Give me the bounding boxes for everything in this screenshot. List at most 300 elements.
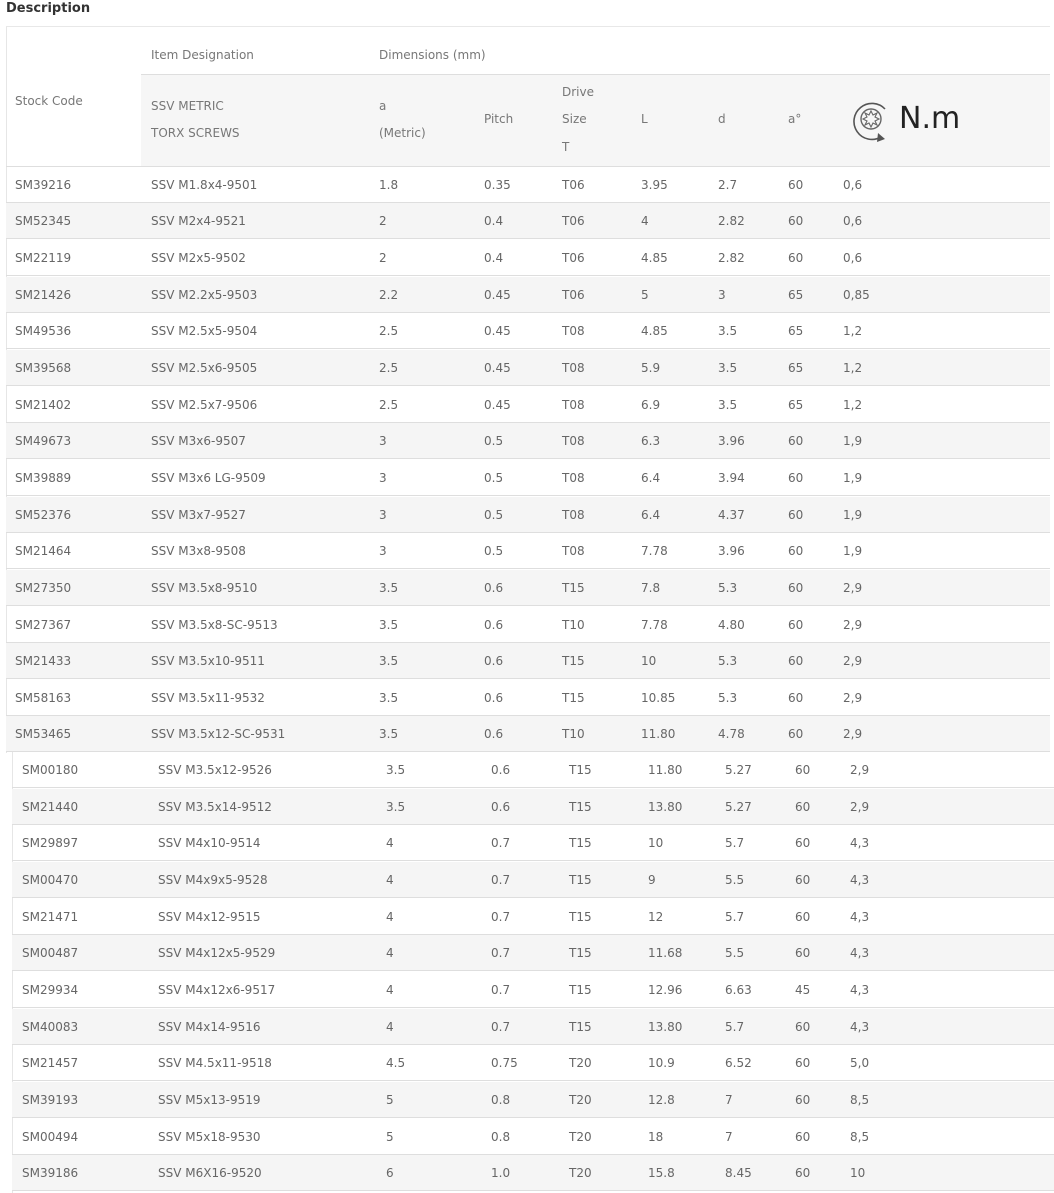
cell-stock-code: SM52376 — [15, 508, 72, 522]
torque-unit-label: N.m — [899, 101, 961, 136]
table-row — [6, 533, 1050, 569]
cell-a-metric: 4 — [386, 910, 394, 924]
cell-stock-code: SM21457 — [22, 1056, 79, 1070]
cell-item-designation: SSV M4.5x11-9518 — [158, 1056, 272, 1070]
table-row — [12, 1119, 1054, 1155]
torque-header — [845, 95, 965, 147]
cell-length-L: 6.4 — [641, 471, 661, 485]
cell-torque: 2,9 — [843, 618, 863, 632]
cell-angle: 60 — [795, 1130, 811, 1144]
cell-angle: 60 — [788, 691, 804, 705]
cell-pitch: 0.4 — [484, 214, 504, 228]
cell-torque: 1,9 — [843, 471, 863, 485]
table-row — [6, 313, 1050, 349]
cell-length-L: 4.85 — [641, 251, 668, 265]
cell-length-L: 7.78 — [641, 544, 668, 558]
cell-diameter-d: 5.27 — [725, 763, 752, 777]
cell-stock-code: SM58163 — [15, 691, 72, 705]
cell-length-L: 12.8 — [648, 1093, 675, 1107]
cell-angle: 60 — [788, 434, 804, 448]
torx-torque-icon — [845, 95, 901, 147]
cell-item-designation: SSV M2.5x7-9506 — [151, 398, 258, 412]
cell-stock-code: SM49536 — [15, 324, 72, 338]
cell-stock-code: SM00487 — [22, 946, 79, 960]
cell-length-L: 15.8 — [648, 1166, 675, 1180]
cell-angle: 60 — [788, 618, 804, 632]
cell-diameter-d: 5.7 — [725, 910, 745, 924]
cell-drive-size: T15 — [569, 983, 592, 997]
cell-pitch: 0.45 — [484, 288, 511, 302]
cell-length-L: 6.9 — [641, 398, 661, 412]
cell-diameter-d: 5.7 — [725, 836, 745, 850]
cell-torque: 8,5 — [850, 1093, 870, 1107]
cell-angle: 60 — [795, 910, 811, 924]
header-drive-line3: T — [562, 140, 570, 154]
header-item-line1: SSV METRIC — [151, 99, 224, 113]
cell-length-L: 4 — [641, 214, 649, 228]
cell-drive-size: T08 — [562, 361, 585, 375]
table-row — [6, 350, 1050, 386]
row-divider — [12, 897, 1054, 898]
cell-item-designation: SSV M4x9x5-9528 — [158, 873, 268, 887]
cell-diameter-d: 2.82 — [718, 251, 745, 265]
cell-pitch: 0.7 — [491, 946, 511, 960]
cell-diameter-d: 3.5 — [718, 361, 738, 375]
cell-drive-size: T15 — [562, 691, 585, 705]
cell-a-metric: 4 — [386, 946, 394, 960]
row-divider — [12, 970, 1054, 971]
cell-drive-size: T06 — [562, 251, 585, 265]
cell-drive-size: T08 — [562, 434, 585, 448]
cell-angle: 65 — [788, 288, 804, 302]
title-divider — [6, 26, 1050, 27]
table-row — [12, 899, 1054, 935]
cell-a-metric: 4 — [386, 873, 394, 887]
cell-angle: 60 — [795, 1166, 811, 1180]
cell-drive-size: T10 — [562, 618, 585, 632]
cell-length-L: 10.9 — [648, 1056, 675, 1070]
cell-angle: 60 — [788, 214, 804, 228]
cell-drive-size: T06 — [562, 288, 585, 302]
cell-pitch: 0.8 — [491, 1130, 511, 1144]
cell-stock-code: SM40083 — [22, 1020, 79, 1034]
table-row — [12, 789, 1054, 825]
row-divider — [12, 787, 1054, 788]
cell-length-L: 9 — [648, 873, 656, 887]
cell-stock-code: SM39568 — [15, 361, 72, 375]
cell-angle: 60 — [788, 251, 804, 265]
cell-item-designation: SSV M2.2x5-9503 — [151, 288, 258, 302]
cell-angle: 60 — [795, 836, 811, 850]
row-divider — [12, 860, 1054, 861]
cell-length-L: 12 — [648, 910, 664, 924]
cell-stock-code: SM22119 — [15, 251, 72, 265]
cell-a-metric: 2.5 — [379, 398, 399, 412]
cell-angle: 65 — [788, 361, 804, 375]
cell-item-designation: SSV M3.5x10-9511 — [151, 654, 265, 668]
cell-drive-size: T06 — [562, 178, 585, 192]
cell-a-metric: 6 — [386, 1166, 394, 1180]
cell-stock-code: SM39193 — [22, 1093, 79, 1107]
row-divider — [6, 238, 1050, 239]
cell-diameter-d: 5.5 — [725, 946, 745, 960]
cell-item-designation: SSV M3.5x12-9526 — [158, 763, 272, 777]
cell-diameter-d: 4.78 — [718, 727, 745, 741]
cell-pitch: 0.75 — [491, 1056, 518, 1070]
cell-a-metric: 5 — [386, 1093, 394, 1107]
cell-item-designation: SSV M3x8-9508 — [151, 544, 246, 558]
cell-item-designation: SSV M4x12-9515 — [158, 910, 261, 924]
cell-drive-size: T15 — [569, 836, 592, 850]
cell-length-L: 6.4 — [641, 508, 661, 522]
cell-drive-size: T20 — [569, 1093, 592, 1107]
cell-item-designation: SSV M3x6 LG-9509 — [151, 471, 266, 485]
cell-torque: 4,3 — [850, 910, 870, 924]
cell-diameter-d: 3.5 — [718, 398, 738, 412]
cell-a-metric: 4 — [386, 983, 394, 997]
section-title: Description — [6, 1, 91, 16]
cell-angle: 60 — [788, 544, 804, 558]
cell-diameter-d: 7 — [725, 1130, 733, 1144]
table-row — [6, 643, 1050, 679]
cell-diameter-d: 7 — [725, 1093, 733, 1107]
cell-a-metric: 4 — [386, 836, 394, 850]
cell-torque: 4,3 — [850, 983, 870, 997]
cell-item-designation: SSV M2x4-9521 — [151, 214, 246, 228]
cell-torque: 4,3 — [850, 946, 870, 960]
cell-drive-size: T06 — [562, 214, 585, 228]
header-pitch: Pitch — [484, 112, 514, 126]
cell-pitch: 0.7 — [491, 836, 511, 850]
cell-diameter-d: 2.7 — [718, 178, 738, 192]
cell-angle: 60 — [795, 1093, 811, 1107]
cell-a-metric: 2 — [379, 251, 387, 265]
cell-item-designation: SSV M5x13-9519 — [158, 1093, 261, 1107]
cell-torque: 2,9 — [843, 691, 863, 705]
cell-drive-size: T15 — [562, 581, 585, 595]
cell-angle: 60 — [795, 1020, 811, 1034]
cell-drive-size: T20 — [569, 1130, 592, 1144]
cell-pitch: 0.5 — [484, 434, 504, 448]
table-row — [12, 1045, 1054, 1081]
cell-drive-size: T20 — [569, 1166, 592, 1180]
cell-length-L: 11.80 — [648, 763, 683, 777]
cell-a-metric: 3 — [379, 508, 387, 522]
cell-length-L: 3.95 — [641, 178, 668, 192]
cell-length-L: 10.85 — [641, 691, 676, 705]
table-row — [12, 825, 1054, 861]
table-row — [12, 1009, 1054, 1045]
cell-length-L: 4.85 — [641, 324, 668, 338]
cell-angle: 65 — [788, 398, 804, 412]
row-divider — [12, 1080, 1054, 1081]
cell-angle: 60 — [788, 508, 804, 522]
cell-diameter-d: 6.52 — [725, 1056, 752, 1070]
header-a-metric: (Metric) — [379, 126, 426, 140]
cell-stock-code: SM53465 — [15, 727, 72, 741]
cell-a-metric: 4 — [386, 1020, 394, 1034]
cell-stock-code: SM29934 — [22, 983, 79, 997]
table-row — [6, 497, 1050, 533]
cell-angle: 60 — [788, 471, 804, 485]
cell-length-L: 7.78 — [641, 618, 668, 632]
cell-pitch: 0.5 — [484, 508, 504, 522]
header-stock-code: Stock Code — [15, 94, 83, 108]
cell-a-metric: 5 — [386, 1130, 394, 1144]
cell-a-metric: 3.5 — [386, 763, 406, 777]
cell-diameter-d: 5.3 — [718, 691, 738, 705]
row-divider — [6, 568, 1050, 569]
cell-drive-size: T08 — [562, 324, 585, 338]
cell-item-designation: SSV M3.5x8-SC-9513 — [151, 618, 278, 632]
cell-length-L: 12.96 — [648, 983, 683, 997]
row-divider — [12, 1007, 1054, 1008]
cell-a-metric: 3.5 — [386, 800, 406, 814]
cell-drive-size: T08 — [562, 508, 585, 522]
header-angle: a° — [788, 112, 802, 126]
cell-diameter-d: 3 — [718, 288, 726, 302]
header-item-line2: TORX SCREWS — [151, 126, 240, 140]
cell-diameter-d: 6.63 — [725, 983, 752, 997]
cell-length-L: 11.80 — [641, 727, 676, 741]
header-L: L — [641, 112, 648, 126]
cell-item-designation: SSV M5x18-9530 — [158, 1130, 261, 1144]
table-row — [12, 752, 1054, 788]
cell-angle: 60 — [788, 727, 804, 741]
cell-a-metric: 3 — [379, 434, 387, 448]
header-drive-line1: Drive — [562, 85, 594, 99]
cell-torque: 1,9 — [843, 508, 863, 522]
cell-stock-code: SM39216 — [15, 178, 72, 192]
cell-a-metric: 1.8 — [379, 178, 399, 192]
cell-pitch: 0.5 — [484, 471, 504, 485]
cell-item-designation: SSV M6X16-9520 — [158, 1166, 262, 1180]
cell-drive-size: T15 — [569, 873, 592, 887]
cell-angle: 60 — [788, 581, 804, 595]
table-row — [6, 167, 1050, 203]
cell-drive-size: T08 — [562, 471, 585, 485]
cell-stock-code: SM21426 — [15, 288, 72, 302]
table-row — [6, 240, 1050, 276]
cell-item-designation: SSV M1.8x4-9501 — [151, 178, 258, 192]
row-divider — [6, 275, 1050, 276]
cell-pitch: 0.6 — [484, 618, 504, 632]
table-row — [12, 1082, 1054, 1118]
cell-length-L: 6.3 — [641, 434, 661, 448]
cell-torque: 4,3 — [850, 873, 870, 887]
table-row — [6, 387, 1050, 423]
cell-stock-code: SM27350 — [15, 581, 72, 595]
cell-item-designation: SSV M4x10-9514 — [158, 836, 261, 850]
cell-drive-size: T20 — [569, 1056, 592, 1070]
row-divider — [6, 385, 1050, 386]
row-divider — [6, 458, 1050, 459]
cell-diameter-d: 5.5 — [725, 873, 745, 887]
cell-diameter-d: 5.7 — [725, 1020, 745, 1034]
cell-diameter-d: 5.3 — [718, 654, 738, 668]
cell-torque: 1,9 — [843, 544, 863, 558]
cell-pitch: 0.8 — [491, 1093, 511, 1107]
cell-angle: 60 — [788, 654, 804, 668]
table-row — [6, 423, 1050, 459]
cell-length-L: 13.80 — [648, 800, 683, 814]
cell-length-L: 11.68 — [648, 946, 683, 960]
cell-stock-code: SM00470 — [22, 873, 79, 887]
cell-torque: 2,9 — [843, 581, 863, 595]
cell-stock-code: SM21440 — [22, 800, 79, 814]
cell-angle: 60 — [795, 1056, 811, 1070]
cell-length-L: 13.80 — [648, 1020, 683, 1034]
table-row — [12, 935, 1054, 971]
cell-item-designation: SSV M3x6-9507 — [151, 434, 246, 448]
cell-pitch: 0.6 — [491, 763, 511, 777]
cell-stock-code: SM21402 — [15, 398, 72, 412]
cell-item-designation: SSV M3.5x14-9512 — [158, 800, 272, 814]
cell-pitch: 0.45 — [484, 324, 511, 338]
cell-diameter-d: 2.82 — [718, 214, 745, 228]
cell-torque: 1,9 — [843, 434, 863, 448]
cell-pitch: 0.7 — [491, 910, 511, 924]
cell-length-L: 5.9 — [641, 361, 661, 375]
row-divider — [12, 1117, 1054, 1118]
cell-a-metric: 3 — [379, 544, 387, 558]
cell-item-designation: SSV M2x5-9502 — [151, 251, 246, 265]
header-drive-line2: Size — [562, 112, 587, 126]
cell-drive-size: T15 — [569, 1020, 592, 1034]
cell-length-L: 7.8 — [641, 581, 661, 595]
table-row — [6, 716, 1050, 752]
cell-diameter-d: 3.5 — [718, 324, 738, 338]
cell-stock-code: SM21471 — [22, 910, 79, 924]
row-divider — [6, 348, 1050, 349]
cell-stock-code: SM00180 — [22, 763, 79, 777]
cell-diameter-d: 4.37 — [718, 508, 745, 522]
cell-pitch: 0.35 — [484, 178, 511, 192]
cell-angle: 65 — [788, 324, 804, 338]
cell-a-metric: 2.2 — [379, 288, 399, 302]
table-row — [12, 1155, 1054, 1191]
cell-drive-size: T15 — [569, 946, 592, 960]
cell-pitch: 0.6 — [484, 581, 504, 595]
cell-item-designation: SSV M4x14-9516 — [158, 1020, 261, 1034]
cell-a-metric: 2 — [379, 214, 387, 228]
cell-torque: 1,2 — [843, 361, 863, 375]
cell-angle: 60 — [788, 178, 804, 192]
cell-torque: 2,9 — [850, 763, 870, 777]
cell-diameter-d: 3.96 — [718, 544, 745, 558]
cell-pitch: 0.45 — [484, 361, 511, 375]
cell-pitch: 1.0 — [491, 1166, 511, 1180]
cell-stock-code: SM29897 — [22, 836, 79, 850]
cell-stock-code: SM39186 — [22, 1166, 79, 1180]
cell-stock-code: SM27367 — [15, 618, 72, 632]
cell-item-designation: SSV M4x12x5-9529 — [158, 946, 276, 960]
cell-item-designation: SSV M2.5x5-9504 — [151, 324, 258, 338]
cell-length-L: 10 — [648, 836, 664, 850]
cell-angle: 60 — [795, 763, 811, 777]
table-row — [6, 460, 1050, 496]
cell-torque: 1,2 — [843, 398, 863, 412]
cell-pitch: 0.5 — [484, 544, 504, 558]
header-divider — [141, 74, 1050, 75]
cell-pitch: 0.6 — [484, 691, 504, 705]
cell-a-metric: 4.5 — [386, 1056, 406, 1070]
table-row — [6, 203, 1050, 239]
cell-torque: 0,6 — [843, 178, 863, 192]
table-row — [12, 862, 1054, 898]
cell-torque: 8,5 — [850, 1130, 870, 1144]
header-d: d — [718, 112, 726, 126]
cell-drive-size: T15 — [569, 763, 592, 777]
row-divider — [6, 678, 1050, 679]
cell-length-L: 10 — [641, 654, 657, 668]
row-divider — [6, 495, 1050, 496]
cell-diameter-d: 5.3 — [718, 581, 738, 595]
cell-pitch: 0.7 — [491, 873, 511, 887]
cell-torque: 2,9 — [843, 727, 863, 741]
cell-torque: 0,6 — [843, 251, 863, 265]
cell-item-designation: SSV M3x7-9527 — [151, 508, 246, 522]
cell-length-L: 5 — [641, 288, 649, 302]
cell-length-L: 18 — [648, 1130, 664, 1144]
cell-pitch: 0.7 — [491, 1020, 511, 1034]
cell-torque: 2,9 — [850, 800, 870, 814]
cell-stock-code: SM52345 — [15, 214, 72, 228]
cell-diameter-d: 3.96 — [718, 434, 745, 448]
table-row — [6, 570, 1050, 606]
cell-pitch: 0.6 — [484, 654, 504, 668]
cell-diameter-d: 3.94 — [718, 471, 745, 485]
cell-pitch: 0.45 — [484, 398, 511, 412]
cell-torque: 4,3 — [850, 836, 870, 850]
cell-stock-code: SM21464 — [15, 544, 72, 558]
cell-drive-size: T15 — [569, 800, 592, 814]
cell-torque: 1,2 — [843, 324, 863, 338]
table-row — [12, 972, 1054, 1008]
cell-a-metric: 3.5 — [379, 581, 399, 595]
cell-a-metric: 3.5 — [379, 618, 399, 632]
cell-angle: 60 — [795, 873, 811, 887]
cell-a-metric: 3.5 — [379, 727, 399, 741]
table-row — [6, 277, 1050, 313]
cell-torque: 4,3 — [850, 1020, 870, 1034]
cell-angle: 45 — [795, 983, 811, 997]
cell-drive-size: T15 — [569, 910, 592, 924]
table-row — [6, 680, 1050, 716]
cell-item-designation: SSV M3.5x12-SC-9531 — [151, 727, 286, 741]
row-divider — [6, 605, 1050, 606]
cell-pitch: 0.6 — [491, 800, 511, 814]
cell-stock-code: SM49673 — [15, 434, 72, 448]
cell-pitch: 0.6 — [484, 727, 504, 741]
cell-angle: 60 — [795, 800, 811, 814]
cell-torque: 5,0 — [850, 1056, 870, 1070]
cell-diameter-d: 8.45 — [725, 1166, 752, 1180]
cell-a-metric: 2.5 — [379, 361, 399, 375]
cell-stock-code: SM21433 — [15, 654, 72, 668]
cell-a-metric: 3.5 — [379, 654, 399, 668]
cell-diameter-d: 5.27 — [725, 800, 752, 814]
cell-stock-code: SM39889 — [15, 471, 72, 485]
cell-diameter-d: 4.80 — [718, 618, 745, 632]
cell-a-metric: 3 — [379, 471, 387, 485]
cell-drive-size: T08 — [562, 544, 585, 558]
header-dimensions: Dimensions (mm) — [379, 48, 486, 62]
cell-stock-code: SM00494 — [22, 1130, 79, 1144]
header-item-designation: Item Designation — [151, 48, 254, 62]
cell-item-designation: SSV M3.5x11-9532 — [151, 691, 265, 705]
cell-pitch: 0.4 — [484, 251, 504, 265]
